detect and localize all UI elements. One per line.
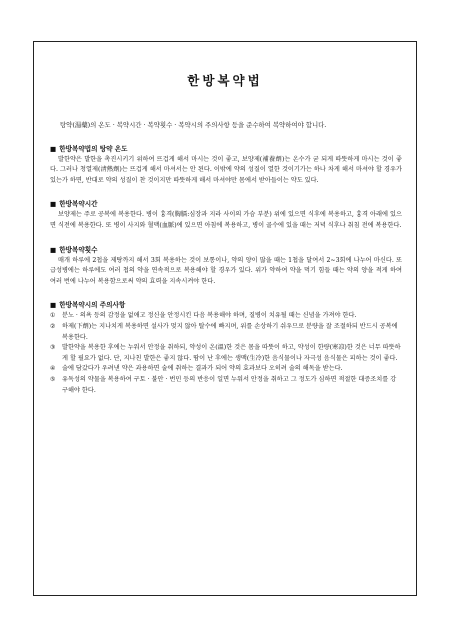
square-bullet-icon: ■ xyxy=(50,245,57,254)
section-heading xyxy=(50,300,402,310)
section-heading-label: 한방복약법의 탕약 온도 xyxy=(59,144,128,153)
list-item xyxy=(50,322,402,343)
list-item xyxy=(50,343,402,364)
list-item-text: 술에 담갔다가 우려낸 약은 과용하면 술에 취하는 결과가 되어 약의 효과보다 오히려 술의 해독을 받는다. xyxy=(62,365,343,373)
list-item xyxy=(50,364,402,375)
section-precautions xyxy=(50,300,402,396)
list-item-text: 발한약을 복용한 후에는 누워서 안정을 취하되, 약성이 온(溫)한 것은 몸을 따뜻이 하고, 약성이 한량(寒凉)한 것은 너무 따뜻하게 할 필요가 없다. 단, 지나친 발한은 좋지 않다. 땀이 난 후에는 생맥(生冷)한 음식물이나 자극성 음식물은 피하는 것이 좋다. xyxy=(62,344,401,362)
document-body xyxy=(50,120,402,396)
section-heading-label: 한방복약시간 xyxy=(59,200,98,209)
document-frame xyxy=(33,41,417,596)
list-item xyxy=(50,375,402,396)
section-paragraph: 매개 하루에 2첩을 제탕까지 해서 3회 복용하는 것이 보통이나, 약의 양이 많을 때는 1첩을 달여서 2~3회에 나누어 마신다. 또 급성병에는 하루에도 여러 첩의 약을 연속적으로 복용해야 할 경우가 있다. 위가 약하여 약을 먹기 힘들 때는 약의 양을 적게 하여 여러 번에 나누어 복용함으로써 약의 효력을 지속시켜야 한다. xyxy=(50,256,402,285)
list-item-number: ④ xyxy=(50,365,56,373)
page-title: 한방복약법 xyxy=(187,73,263,88)
section-heading xyxy=(50,144,402,154)
section-heading-label: 한방복약시의 주의사항 xyxy=(59,301,126,310)
list-item-text: 하제(下劑)는 지나치게 복용하면 설사가 멎지 않아 탈수에 빠지며, 위를 손상하기 쉬우므로 분량을 잘 조절하되 반드시 공복에 복용한다. xyxy=(62,322,398,341)
list-item-text: 분노 · 의욕 등의 감정을 없애고 정신을 안정시킨 다음 복용해야 하며, 질병이 치유될 때는 신념을 가져야 한다. xyxy=(62,312,357,320)
section-dosing-frequency xyxy=(50,245,402,288)
list-item-number: ③ xyxy=(50,344,56,352)
list-item-number: ① xyxy=(50,312,56,320)
square-bullet-icon: ■ xyxy=(50,200,57,209)
list-item xyxy=(50,311,402,322)
list-item-text: 유독성의 약물을 복용하여 구토 · 불안 · 번민 등의 반응이 일면 누워서 안정을 취하고 그 정도가 심하면 적절한 대증조치를 강구해야 한다. xyxy=(62,375,397,394)
precaution-list xyxy=(50,311,402,396)
intro-paragraph: 탕약(湯藥)의 온도 · 복약시간 · 복약횟수 · 복약시의 주의사항 등을 준수하여 복약하여야 합니다. xyxy=(60,121,327,129)
square-bullet-icon: ■ xyxy=(50,301,57,310)
section-heading xyxy=(50,199,402,209)
square-bullet-icon: ■ xyxy=(50,144,57,153)
section-decoction-temperature xyxy=(50,144,402,187)
section-dosing-time xyxy=(50,199,402,231)
section-heading xyxy=(50,245,402,255)
list-item-number: ⑤ xyxy=(50,375,56,383)
section-paragraph: 발한약은 발한을 촉진시키기 위하여 뜨겁게 해서 마시는 것이 좋고, 보양제(補養劑)는 온수가 굳 되게 따뜻하게 마시는 것이 좋다. 그러나 청열제(淸熱劑)는 뜨겁게 해서 마셔서는 안 된다. 이밖에 약의 성질이 열한 것이기가는 하나 차게 해서 마셔야 할 경우가 있는가 하면, 반대로 약의 성질이 찬 것이지만 따뜻하게 해서 마셔야만 몸에서 받아들이는 약도 있다. xyxy=(50,155,402,184)
section-heading-label: 한방복약횟수 xyxy=(59,245,98,254)
section-paragraph: 보양제는 주로 공복에 복용한다. 병이 흉격(胸膈:심장과 지라 사이의 가슴 부분) 위에 있으면 식후에 복용하고, 흉격 아래에 있으면 식전에 복용한다. 또 병이 사지와 혈맥(血脈)에 있으면 아침에 복용하고, 병이 골수에 있을 때는 저녁 식후나 취침 전에 복용한다. xyxy=(50,211,402,229)
list-item-number: ② xyxy=(50,322,56,330)
